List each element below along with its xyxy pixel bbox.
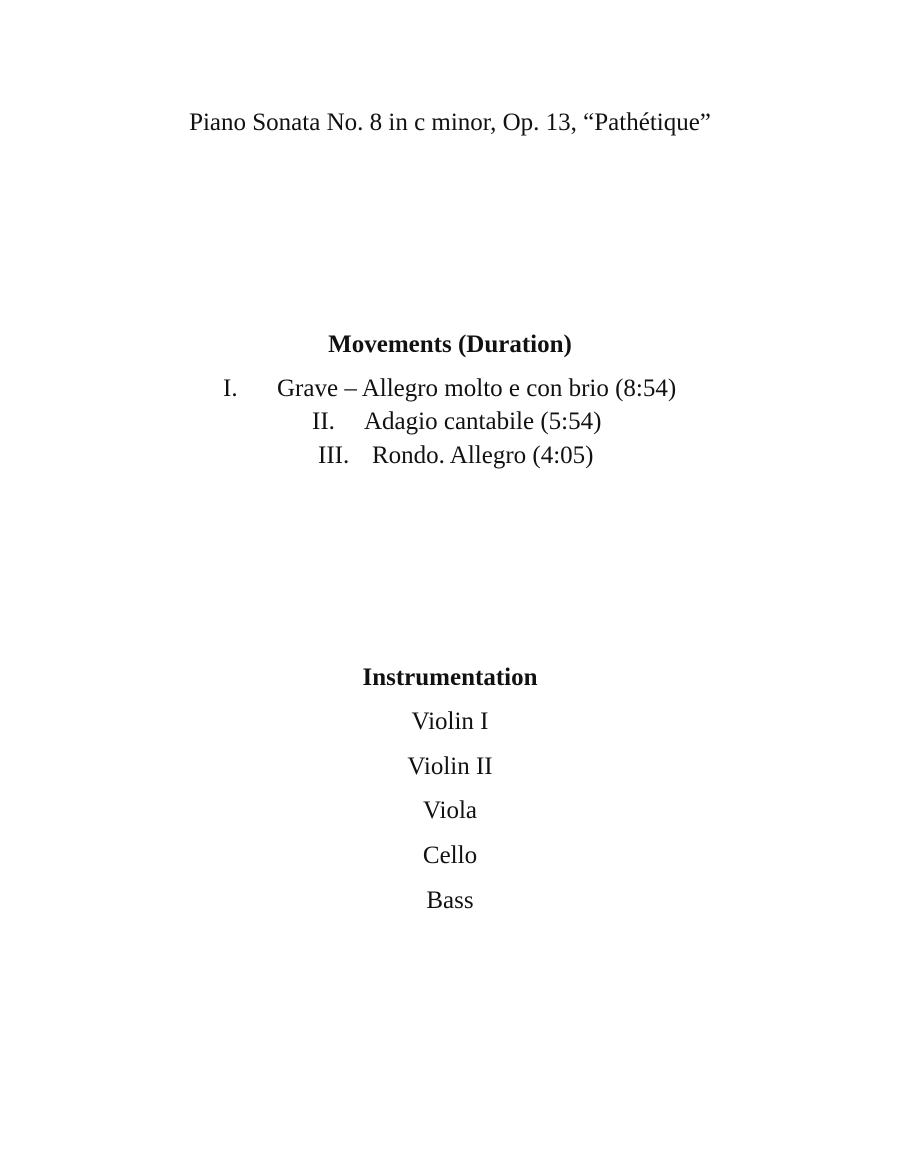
movement-numeral: I. bbox=[223, 375, 238, 402]
movement-numeral: II. bbox=[312, 408, 335, 435]
movement-title: Rondo. Allegro (4:05) bbox=[372, 442, 594, 469]
instrument-item: Violin I bbox=[411, 708, 489, 735]
instrument-item: Viola bbox=[422, 797, 478, 824]
page-title: Piano Sonata No. 8 in c minor, Op. 13, “Pathétique” bbox=[189, 109, 711, 136]
movement-title: Grave – Allegro molto e con brio (8:54) bbox=[277, 375, 677, 402]
instrumentation-heading: Instrumentation bbox=[362, 664, 538, 691]
movement-numeral: III. bbox=[318, 442, 350, 469]
movement-title: Adagio cantabile (5:54) bbox=[364, 408, 602, 435]
instrument-item: Violin II bbox=[407, 753, 493, 780]
instrument-item: Cello bbox=[422, 842, 478, 869]
movements-heading: Movements (Duration) bbox=[328, 331, 572, 358]
instrument-item: Bass bbox=[426, 887, 474, 914]
